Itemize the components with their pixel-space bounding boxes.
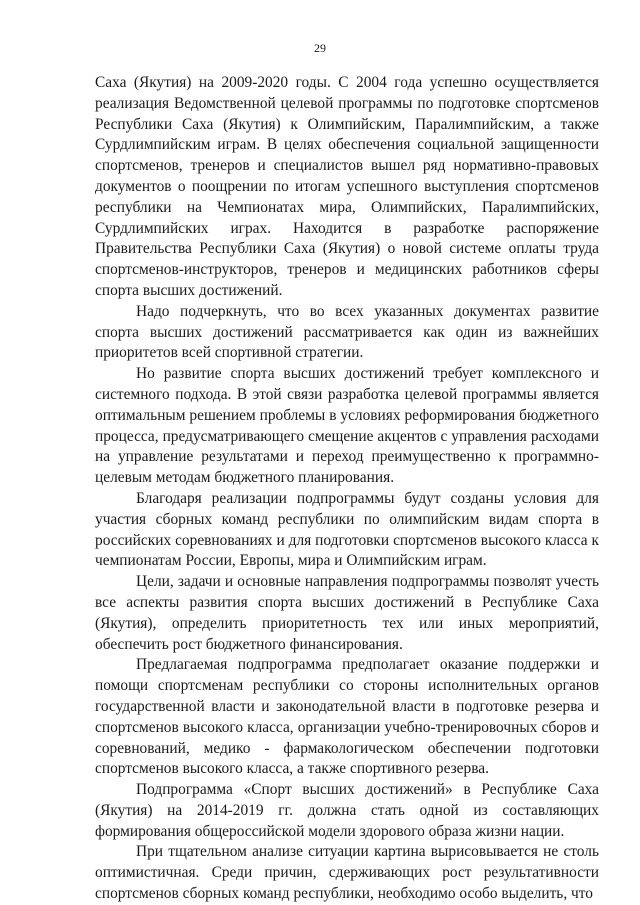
paragraph: При тщательном анализе ситуации картина вырисовывается не столь оптимистичная. Среди причин, сдерживающих рост результативности спортсменов сборных команд республики, необходимо особо выделить, что <box>95 843 599 903</box>
body-text <box>95 73 599 905</box>
paragraph: Надо подчеркнуть, что во всех указанных документах развитие спорта высших достижений рассматривается как один из важнейших приоритетов всей спортивной стратегии. <box>95 302 599 362</box>
page-number: 29 <box>314 41 326 55</box>
paragraph-continuation: Саха (Якутия) на 2009-2020 годы. С 2004 года успешно осуществляется реализация Ведомственной целевой программы по подготовке спортсменов Республики Саха (Якутия) к Олимпийским, Паралимпийским, а также Сурдлимпийским играм. В целях обеспечения социальной защищенности спортсменов, тренеров и специалистов вышел ряд нормативно-правовых документов о поощрении по итогам успешного выступления спортсменов республики на Чемпионатах мира, Олимпийских, Паралимпийских, Сурдлимпийских играх. Находится в разработке распоряжение Правительства Республики Саха (Якутия) о новой системе оплаты труда спортсменов-инструкторов, тренеров и медицинских работников сферы спорта высших достижений. <box>95 74 599 299</box>
paragraph: Подпрограмма «Спорт высших достижений» в Республике Саха (Якутия) на 2014-2019 гг. должна стать одной из составляющих формирования общероссийской модели здорового образа жизни нации. <box>95 781 599 840</box>
paragraph: Цели, задачи и основные направления подпрограммы позволят учесть все аспекты развития спорта высших достижений в Республике Саха (Якутия), определить приоритетность тех или иных мероприятий, обеспечить рост бюджетного финансирования. <box>95 573 599 653</box>
paragraph: Но развитие спорта высших достижений требует комплексного и системного подхода. В этой связи разработка целевой программы является оптимальным решением проблемы в условиях реформирования бюджетного процесса, предусматривающего смещение акцентов с управления расходами на управление результатами и переход преимущественно к программно-целевым методам бюджетного планирования. <box>95 365 599 487</box>
paragraph: Предлагаемая подпрограмма предполагает оказание поддержки и помощи спортсменам республики со стороны исполнительных органов государственной власти и законодательной власти в подготовке резерва и спортсменов высокого класса, организации учебно-тренировочных сборов и соревнований, медико - фармакологическом обеспечении подготовки спортсменов высокого класса, а также спортивного резерва. <box>95 656 599 778</box>
paragraph: Благодаря реализации подпрограммы будут созданы условия для участия сборных команд республики по олимпийским видам спорта в российских соревнованиях и для подготовки спортсменов высокого класса к чемпионатам России, Европы, мира и Олимпийским играм. <box>95 489 599 570</box>
